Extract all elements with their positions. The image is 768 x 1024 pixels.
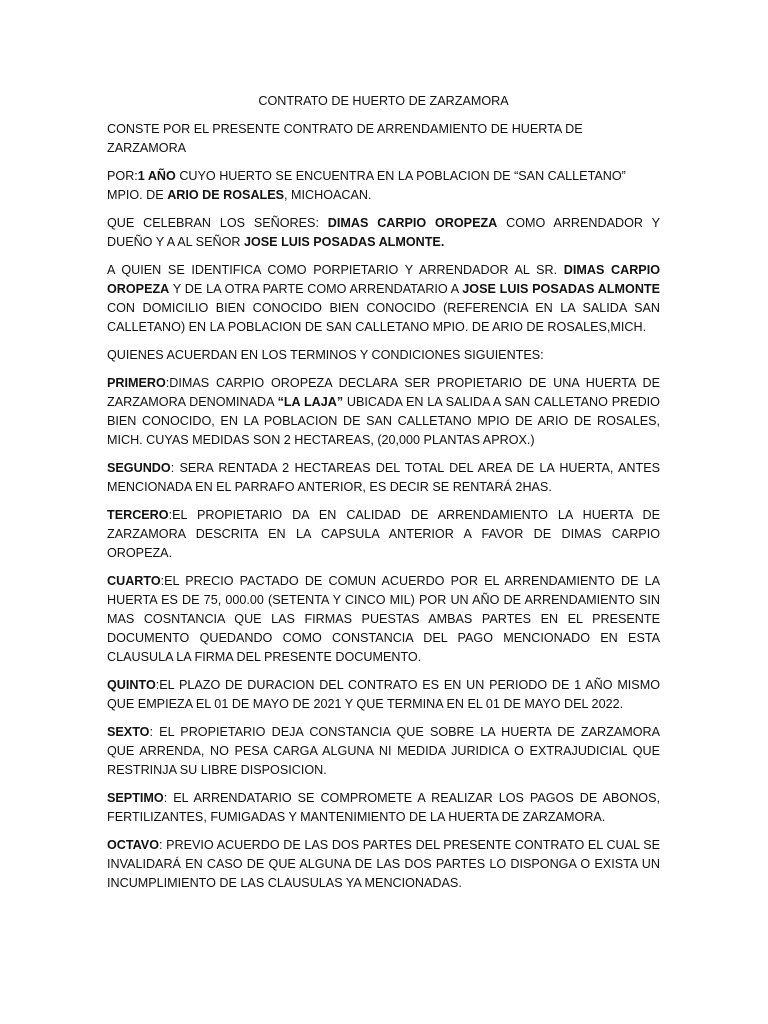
clause-quinto [107, 676, 660, 714]
parties-paragraph [107, 214, 660, 252]
clause-label: PRIMERO [107, 376, 166, 390]
clause-text: : PREVIO ACUERDO DE LAS DOS PARTES DEL PRESENTE CONTRATO EL CUAL SE INVALIDARÁ EN CASO DE QUE ALGUNA DE LAS DOS PARTES LO DISPONGA O EXISTA UN INCUMPLIMIENTO DE LAS CLAUSULAS YA MENCIONADAS. [107, 838, 660, 890]
clause-cuarto [107, 572, 660, 667]
clause-text: : SERA RENTADA 2 HECTAREAS DEL TOTAL DEL AREA DE LA HUERTA, ANTES MENCIONADA EN EL PARRAFO ANTERIOR, ES DECIR SE RENTARÁ 2HAS. [107, 461, 660, 494]
clause-label: SEGUNDO [107, 461, 171, 475]
clause-octavo [107, 836, 660, 893]
clause-label: CUARTO [107, 574, 161, 588]
terms-intro-paragraph: QUIENES ACUERDAN EN LOS TERMINOS Y CONDICIONES SIGUIENTES: [107, 348, 544, 362]
text-segment: , MICHOACAN. [284, 188, 372, 202]
identification-paragraph [107, 261, 660, 337]
text-segment: A QUIEN SE IDENTIFICA COMO PORPIETARIO Y ARRENDADOR AL SR. [107, 263, 564, 277]
clause-septimo [107, 789, 660, 827]
clause-text: : EL ARRENDATARIO SE COMPROMETE A REALIZAR LOS PAGOS DE ABONOS, FERTILIZANTES, FUMIGADAS Y MANTENIMIENTO DE LA HUERTA DE ZARZAMORA. [107, 791, 660, 824]
clause-text: UBICADA EN LA SALIDA A SAN CALLETANO PREDIO BIEN CONOCIDO, EN LA POBLACION DE SAN CALLETANO MPIO DE ARIO DE ROSALES, MICH. CUYAS MEDIDAS SON 2 HECTAREAS, (20,000 PLANTAS APROX.) [107, 395, 660, 447]
clause-sexto [107, 723, 660, 780]
clause-text: :EL PROPIETARIO DA EN CALIDAD DE ARRENDAMIENTO LA HUERTA DE ZARZAMORA DESCRITA EN LA CAPSULA ANTERIOR A FAVOR DE DIMAS CARPIO OROPEZA. [107, 508, 660, 560]
lessee-name: JOSE LUIS POSADAS ALMONTE. [243, 235, 445, 249]
document-title: CONTRATO DE HUERTO DE ZARZAMORA [258, 94, 509, 108]
clause-label: SEPTIMO [107, 791, 164, 805]
clause-label: OCTAVO [107, 838, 160, 852]
intro-paragraph: CONSTE POR EL PRESENTE CONTRATO DE ARRENDAMIENTO DE HUERTA DE ZARZAMORA [107, 122, 583, 155]
clause-text: : EL PROPIETARIO DEJA CONSTANCIA QUE SOBRE LA HUERTA DE ZARZAMORA QUE ARRENDA, NO PESA CARGA ALGUNA NI MEDIDA JURIDICA O EXTRAJUDICIAL QUE RESTRINJA SU LIBRE DISPOSICION. [107, 725, 660, 777]
clause-tercero [107, 506, 660, 563]
clause-label: TERCERO [107, 508, 169, 522]
lessee-name: JOSE LUIS POSADAS ALMONTE [462, 282, 661, 296]
lessor-name: DIMAS CARPIO OROPEZA [327, 216, 498, 230]
clause-segundo [107, 459, 660, 497]
clause-text: :DIMAS CARPIO OROPEZA DECLARA SER PROPIETARIO DE UNA HUERTA DE ZARZAMORA DENOMINADA [107, 376, 660, 409]
duration-location-paragraph [107, 167, 660, 205]
clause-text: :EL PRECIO PACTADO DE COMUN ACUERDO POR EL ARRENDAMIENTO DE LA HUERTA ES DE 75, 000.00 (SETENTA Y CINCO MIL) POR UN AÑO DE ARRENDAMIENTO SIN MAS COSNTANCIA QUE LAS FIRMAS PUESTAS AMBAS PARTES EN EL PRESENTE DOCUMENTO QUEDANDO COMO CONSTANCIA DEL PAGO MENCIONADO EN ESTA CLAUSULA LA FIRMA DEL PRESENTE DOCUMENTO. [107, 574, 660, 664]
clause-label: SEXTO [107, 725, 150, 739]
text-segment: QUE CELEBRAN LOS SEÑORES: [107, 216, 328, 230]
clause-label: QUINTO [107, 678, 156, 692]
document-page [107, 92, 660, 902]
clause-text: :EL PLAZO DE DURACION DEL CONTRATO ES EN UN PERIODO DE 1 AÑO MISMO QUE EMPIEZA EL 01 DE MAYO DE 2021 Y QUE TERMINA EN EL 01 DE MAYO DEL 2022. [107, 678, 660, 711]
text-segment: CUYO HUERTO SE ENCUENTRA EN LA POBLACION DE “SAN CALLETANO” MPIO. DE [107, 169, 626, 202]
lessor-name: DIMAS CARPIO OROPEZA [107, 263, 660, 296]
duration-bold: 1 AÑO [137, 169, 176, 183]
text-segment: POR: [107, 169, 138, 183]
municipality-bold: ARIO DE ROSALES [167, 188, 285, 202]
text-segment: CON DOMICILIO BIEN CONOCIDO BIEN CONOCIDO (REFERENCIA EN LA SALIDA SAN CALLETANO) EN LA POBLACION DE SAN CALLETANO MPIO. DE ARIO DE ROSALES,MICH. [107, 301, 660, 334]
text-segment: COMO ARRENDADOR Y DUEÑO Y A AL SEÑOR [107, 216, 660, 249]
clause-primero [107, 374, 660, 450]
text-segment: Y DE LA OTRA PARTE COMO ARRENDATARIO A [169, 282, 463, 296]
property-name-bold: “LA LAJA” [277, 395, 344, 409]
